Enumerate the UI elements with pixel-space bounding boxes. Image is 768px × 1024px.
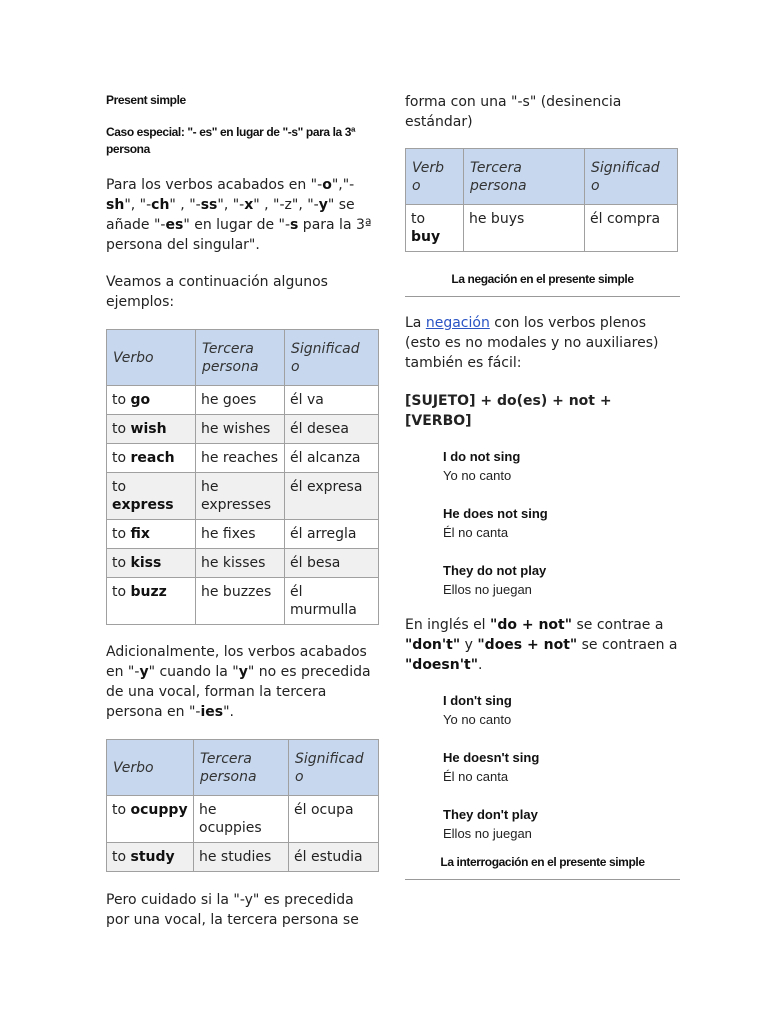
verb-cell: to study xyxy=(107,843,194,872)
right-column xyxy=(405,92,680,880)
meaning-cell: él expresa xyxy=(285,473,379,520)
example-item xyxy=(443,805,680,843)
meaning-cell: él arregla xyxy=(285,520,379,549)
third-person-cell: he buzzes xyxy=(196,578,285,625)
header-verbo: Verbo xyxy=(107,740,194,796)
example-spanish: Él no canta xyxy=(443,769,509,784)
example-item xyxy=(443,561,680,599)
verb-cell: to express xyxy=(107,473,196,520)
third-person-cell: he goes xyxy=(196,386,285,415)
meaning-cell: él va xyxy=(285,386,379,415)
table-row xyxy=(107,473,379,520)
header-tercera: Tercera persona xyxy=(464,149,585,205)
table-row xyxy=(406,205,678,252)
table-row xyxy=(107,796,379,843)
example-spanish: Ellos no juegan xyxy=(443,582,532,597)
verbs-table-1 xyxy=(106,329,379,625)
meaning-cell: él compra xyxy=(585,205,678,252)
third-person-cell: he studies xyxy=(194,843,289,872)
verb-cell: to kiss xyxy=(107,549,196,578)
third-person-cell: he wishes xyxy=(196,415,285,444)
ies-paragraph: Adicionalmente, los verbos acabados en "-y" cuando la "y" no es precedida de una vocal, forman la tercera persona en "-ies". xyxy=(106,644,371,720)
contraction-paragraph: En inglés el "do + not" se contrae a "don't" y "does + not" se contraen a "doesn't". xyxy=(405,617,678,673)
example-item xyxy=(443,748,680,786)
negation-examples xyxy=(405,447,680,599)
table-row xyxy=(107,578,379,625)
header-significado: Significad o xyxy=(285,330,379,386)
example-english: I don't sing xyxy=(443,693,512,708)
table-row xyxy=(107,386,379,415)
example-english: I do not sing xyxy=(443,449,521,464)
examples-intro: Veamos a continuación algunos ejemplos: xyxy=(106,274,328,310)
third-person-cell: he buys xyxy=(464,205,585,252)
table-row xyxy=(107,415,379,444)
table-row xyxy=(107,520,379,549)
example-english: They do not play xyxy=(443,563,547,578)
verb-cell: to buzz xyxy=(107,578,196,625)
special-case-heading: Caso especial: "- es" en lugar de "-s" para la 3ª persona xyxy=(106,125,356,156)
example-item xyxy=(443,504,680,542)
example-item xyxy=(443,691,680,729)
example-english: They don't play xyxy=(443,807,538,822)
verb-cell: to ocuppy xyxy=(107,796,194,843)
header-tercera: Tercera persona xyxy=(196,330,285,386)
page-title: Present simple xyxy=(106,93,186,107)
negation-formula: [SUJETO] + do(es) + not + [VERBO] xyxy=(405,393,612,429)
example-english: He doesn't sing xyxy=(443,750,540,765)
table-row xyxy=(107,549,379,578)
header-verbo: Verb o xyxy=(406,149,464,205)
example-english: He does not sing xyxy=(443,506,548,521)
example-spanish: Él no canta xyxy=(443,525,509,540)
verb-cell: to reach xyxy=(107,444,196,473)
third-person-cell: he ocuppies xyxy=(194,796,289,843)
example-item xyxy=(443,447,680,485)
meaning-cell: él desea xyxy=(285,415,379,444)
example-spanish: Yo no canto xyxy=(443,468,512,483)
third-person-cell: he fixes xyxy=(196,520,285,549)
meaning-cell: él estudia xyxy=(289,843,379,872)
meaning-cell: él ocupa xyxy=(289,796,379,843)
verb-cell: to go xyxy=(107,386,196,415)
endings-paragraph: Para los verbos acabados en "-o","-sh", "-ch" , "-ss", "-x" , "-z", "-y" se añade "-es" en lugar de "-s para la 3ª persona del singular". xyxy=(106,177,372,253)
third-person-cell: he expresses xyxy=(196,473,285,520)
header-tercera: Tercera persona xyxy=(194,740,289,796)
verbs-table-2 xyxy=(106,739,379,872)
table-row xyxy=(107,444,379,473)
interrogation-heading: La interrogación en el presente simple xyxy=(440,855,645,869)
divider xyxy=(405,296,680,297)
third-person-cell: he reaches xyxy=(196,444,285,473)
vowel-caution-paragraph: Pero cuidado si la "-y" es precedida por una vocal, la tercera persona se xyxy=(106,892,359,928)
negation-link[interactable]: negación xyxy=(425,315,490,331)
meaning-cell: él murmulla xyxy=(285,578,379,625)
header-significado: Significad o xyxy=(585,149,678,205)
header-verbo: Verbo xyxy=(107,330,196,386)
contraction-examples xyxy=(405,691,680,843)
verb-cell: to buy xyxy=(406,205,464,252)
meaning-cell: él besa xyxy=(285,549,379,578)
continued-paragraph: forma con una "-s" (desinencia estándar) xyxy=(405,94,622,130)
header-significado: Significad o xyxy=(289,740,379,796)
verbs-table-3 xyxy=(405,148,678,252)
verb-cell: to fix xyxy=(107,520,196,549)
meaning-cell: él alcanza xyxy=(285,444,379,473)
negation-paragraph: La negación con los verbos plenos (esto es no modales y no auxiliares) también es fácil: xyxy=(405,315,659,371)
table-row xyxy=(107,843,379,872)
divider xyxy=(405,879,680,880)
left-column xyxy=(106,92,381,930)
example-spanish: Ellos no juegan xyxy=(443,826,532,841)
negation-heading: La negación en el presente simple xyxy=(451,272,634,286)
third-person-cell: he kisses xyxy=(196,549,285,578)
verb-cell: to wish xyxy=(107,415,196,444)
example-spanish: Yo no canto xyxy=(443,712,512,727)
